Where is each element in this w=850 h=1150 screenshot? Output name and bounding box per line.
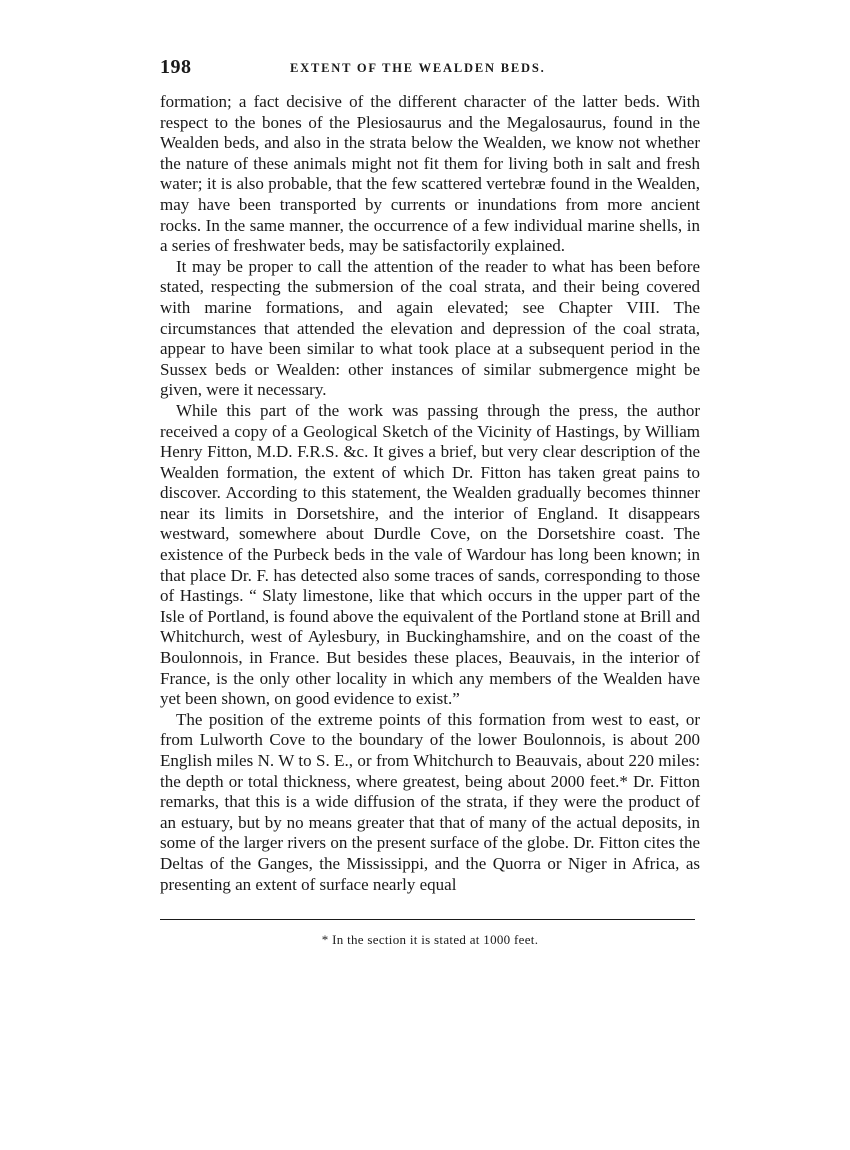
footnote: * In the section it is stated at 1000 feet. [321,932,539,948]
page-number: 198 [160,56,192,78]
paragraph-2: It may be proper to call the attention of the reader to what has been before stated, respecting the submersion of the coal strata, and their being covered with marine formations, and again elevated; see Chapter VIII. The circumstances that attended the elevation and depression of the coal strata, appear to have been similar to what took place at a subsequent period in the Sussex beds or Wealden: other instances of similar submergence might be given, were it necessary. [160,256,700,400]
paragraph-4: The position of the extreme points of this formation from west to east, or from Lulworth Cove to the boundary of the lower Boulonnois, is about 200 English miles N. W to S. E., or from Whitchurch to Beauvais, about 220 miles: the depth or total thickness, where greatest, being about 2000 feet.* Dr. Fitton remarks, that this is a wide diffusion of the strata, if they were the product of an estuary, but by no means greater that that of many of the actual deposits, in some of the larger rivers on the present surface of the globe. Dr. Fitton cites the Deltas of the Ganges, the Mississippi, and the Quorra or Niger in Africa, as presenting an extent of surface nearly equal [160,709,700,894]
footnote-divider [160,919,695,920]
page-header [160,56,700,82]
running-head: EXTENT OF THE WEALDEN BEDS. [290,61,546,75]
book-page [160,56,700,948]
paragraph-1: formation; a fact decisive of the different character of the latter beds. With respect to the bones of the Plesiosaurus and the Megalosaurus, found in the Wealden beds, and also in the strata below the Wealden, we know not whether the nature of these animals might not fit them for living both in salt and fresh water; it is also probable, that the few scattered vertebræ found in the Wealden, may have been transported by currents or inundations from more ancient rocks. In the same manner, the occurrence of a few individual marine shells, in a series of freshwater beds, may be satisfactorily explained. [160,92,700,256]
paragraph-3: While this part of the work was passing through the press, the author received a copy of a Geological Sketch of the Vicinity of Hastings, by William Henry Fitton, M.D. F.R.S. &c. It gives a brief, but very clear description of the Wealden formation, the extent of which Dr. Fitton has taken great pains to discover. According to this statement, the Wealden gradually becomes thinner near its limits in Dorsetshire, and the interior of England. It disappears westward, somewhere about Durdle Cove, on the Dorsetshire coast. The existence of the Purbeck beds in the vale of Wardour has long been known; in that place Dr. F. has detected also some traces of sands, corresponding to those of Hastings. “ Slaty limestone, like that which occurs in the upper part of the Isle of Portland, is found above the equivalent of the Portland stone at Brill and Whitchurch, west of Aylesbury, in Buckinghamshire, and on the coast of the Boulonnois, in France. But besides these places, Beauvais, in the interior of France, is the only other locality in which any members of the Wealden have yet been shown, on good evidence to exist.” [160,400,700,709]
body-text [160,92,700,895]
